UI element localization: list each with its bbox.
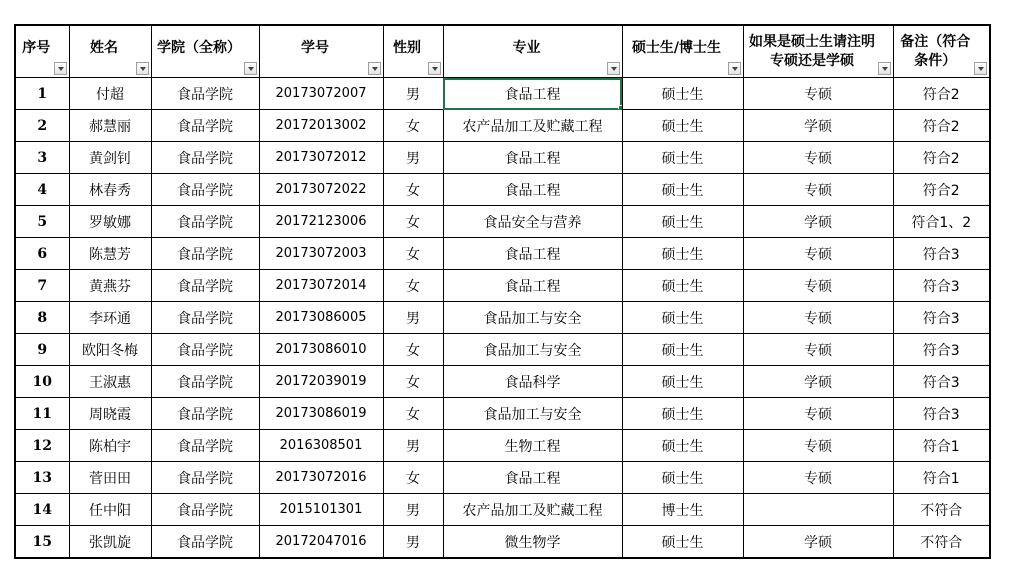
cell-name[interactable]: 林春秀 [69, 174, 151, 206]
cell-gender[interactable]: 女 [383, 174, 443, 206]
cell-seq[interactable]: 5 [15, 206, 69, 238]
cell-type[interactable]: 专硕 [743, 270, 893, 302]
cell-name[interactable]: 张凯旋 [69, 526, 151, 559]
cell-college[interactable]: 食品学院 [151, 142, 259, 174]
cell-remark[interactable]: 符合3 [893, 334, 990, 366]
cell-college[interactable]: 食品学院 [151, 238, 259, 270]
cell-remark[interactable]: 符合1、2 [893, 206, 990, 238]
cell-name[interactable]: 王淑惠 [69, 366, 151, 398]
cell-seq[interactable]: 3 [15, 142, 69, 174]
cell-degree[interactable]: 硕士生 [622, 462, 743, 494]
cell-gender[interactable]: 男 [383, 302, 443, 334]
column-header-name[interactable] [69, 25, 151, 78]
table-row [15, 142, 990, 174]
column-header-degree[interactable] [622, 25, 743, 78]
cell-name[interactable]: 菅田田 [69, 462, 151, 494]
cell-type[interactable]: 专硕 [743, 238, 893, 270]
filter-dropdown-icon[interactable] [728, 62, 741, 75]
cell-student-id[interactable]: 20172123006 [259, 206, 383, 238]
cell-student-id[interactable]: 20172039019 [259, 366, 383, 398]
cell-seq[interactable]: 4 [15, 174, 69, 206]
cell-gender[interactable]: 女 [383, 366, 443, 398]
cell-name[interactable]: 陈慧芳 [69, 238, 151, 270]
table-row [15, 526, 990, 559]
filter-dropdown-icon[interactable] [368, 62, 381, 75]
table-row [15, 270, 990, 302]
cell-gender[interactable]: 女 [383, 270, 443, 302]
cell-major[interactable]: 食品工程 [443, 270, 622, 302]
header-row [15, 25, 990, 78]
column-header-label: 性别 [393, 39, 421, 56]
cell-major[interactable]: 食品工程 [443, 462, 622, 494]
column-header-student-id[interactable] [259, 25, 383, 78]
table-row [15, 302, 990, 334]
cell-name[interactable]: 罗敏娜 [69, 206, 151, 238]
cell-degree[interactable]: 硕士生 [622, 110, 743, 142]
cell-type[interactable]: 学硕 [743, 526, 893, 559]
filter-dropdown-icon[interactable] [974, 62, 987, 75]
column-header-seq[interactable] [15, 25, 69, 78]
cell-name[interactable]: 付超 [69, 78, 151, 110]
cell-seq[interactable]: 10 [15, 366, 69, 398]
cell-college[interactable]: 食品学院 [151, 174, 259, 206]
cell-major[interactable]: 微生物学 [443, 526, 622, 559]
cell-major[interactable]: 食品工程 [443, 142, 622, 174]
cell-type[interactable] [743, 494, 893, 526]
cell-student-id[interactable]: 20173072012 [259, 142, 383, 174]
cell-seq[interactable]: 14 [15, 494, 69, 526]
cell-gender[interactable]: 男 [383, 430, 443, 462]
cell-seq[interactable]: 7 [15, 270, 69, 302]
table-row [15, 78, 990, 110]
cell-degree[interactable]: 硕士生 [622, 174, 743, 206]
cell-college[interactable]: 食品学院 [151, 462, 259, 494]
column-header-remark[interactable] [893, 25, 990, 78]
cell-student-id[interactable]: 20173072007 [259, 78, 383, 110]
cell-degree[interactable]: 博士生 [622, 494, 743, 526]
column-header-label: 序号 [22, 39, 51, 56]
cell-type[interactable]: 专硕 [743, 334, 893, 366]
cell-seq[interactable]: 1 [15, 78, 69, 110]
cell-student-id[interactable]: 2015101301 [259, 494, 383, 526]
cell-gender[interactable]: 女 [383, 462, 443, 494]
cell-major[interactable]: 农产品加工及贮藏工程 [443, 110, 622, 142]
column-header-label: 备注（符合条件） [900, 33, 971, 69]
cell-remark[interactable]: 不符合 [893, 494, 990, 526]
cell-seq[interactable]: 11 [15, 398, 69, 430]
fill-handle[interactable] [618, 105, 623, 110]
cell-name[interactable]: 黄燕芬 [69, 270, 151, 302]
cell-major[interactable]: 食品安全与营养 [443, 206, 622, 238]
cell-remark[interactable]: 符合3 [893, 398, 990, 430]
filter-dropdown-icon[interactable] [54, 62, 67, 75]
cell-degree[interactable]: 硕士生 [622, 302, 743, 334]
column-header-major[interactable] [443, 25, 622, 78]
cell-name[interactable]: 欧阳冬梅 [69, 334, 151, 366]
cell-name[interactable]: 任中阳 [69, 494, 151, 526]
cell-degree[interactable]: 硕士生 [622, 526, 743, 559]
cell-gender[interactable]: 男 [383, 142, 443, 174]
filter-dropdown-icon[interactable] [428, 62, 441, 75]
cell-student-id[interactable]: 20173072014 [259, 270, 383, 302]
cell-gender[interactable]: 男 [383, 78, 443, 110]
cell-student-id[interactable]: 20173086010 [259, 334, 383, 366]
cell-student-id[interactable]: 20173072016 [259, 462, 383, 494]
cell-seq[interactable]: 6 [15, 238, 69, 270]
cell-seq[interactable]: 13 [15, 462, 69, 494]
cell-name[interactable]: 周晓霞 [69, 398, 151, 430]
cell-seq[interactable]: 15 [15, 526, 69, 559]
cell-student-id[interactable]: 20173072003 [259, 238, 383, 270]
cell-remark[interactable]: 符合1 [893, 430, 990, 462]
table-row [15, 110, 990, 142]
cell-type[interactable]: 专硕 [743, 398, 893, 430]
filter-dropdown-icon[interactable] [607, 62, 620, 75]
cell-major[interactable]: 生物工程 [443, 430, 622, 462]
cell-major[interactable]: 食品工程 [443, 238, 622, 270]
cell-college[interactable]: 食品学院 [151, 334, 259, 366]
cell-remark[interactable]: 符合2 [893, 78, 990, 110]
cell-remark[interactable]: 符合3 [893, 270, 990, 302]
cell-type[interactable]: 专硕 [743, 142, 893, 174]
cell-type[interactable]: 专硕 [743, 430, 893, 462]
student-table [14, 24, 991, 559]
cell-degree[interactable]: 硕士生 [622, 334, 743, 366]
table-row [15, 494, 990, 526]
table-row [15, 366, 990, 398]
cell-degree[interactable]: 硕士生 [622, 366, 743, 398]
cell-college[interactable]: 食品学院 [151, 78, 259, 110]
selected-cell[interactable]: 食品工程 [443, 78, 622, 110]
cell-remark[interactable]: 符合2 [893, 110, 990, 142]
cell-remark[interactable]: 符合3 [893, 366, 990, 398]
column-header-label: 学院（全称） [157, 39, 241, 56]
cell-college[interactable]: 食品学院 [151, 110, 259, 142]
cell-remark[interactable]: 符合2 [893, 174, 990, 206]
cell-college[interactable]: 食品学院 [151, 366, 259, 398]
cell-type[interactable]: 专硕 [743, 174, 893, 206]
table-row [15, 238, 990, 270]
cell-type[interactable]: 学硕 [743, 110, 893, 142]
cell-type[interactable]: 学硕 [743, 206, 893, 238]
column-header-type[interactable] [743, 25, 893, 78]
table-row [15, 398, 990, 430]
cell-seq[interactable]: 9 [15, 334, 69, 366]
cell-major[interactable]: 食品加工与安全 [443, 334, 622, 366]
column-header-label: 专业 [512, 39, 541, 56]
cell-degree[interactable]: 硕士生 [622, 206, 743, 238]
cell-gender[interactable]: 女 [383, 110, 443, 142]
cell-student-id[interactable]: 20173086019 [259, 398, 383, 430]
cell-college[interactable]: 食品学院 [151, 398, 259, 430]
cell-major[interactable]: 农产品加工及贮藏工程 [443, 494, 622, 526]
cell-type[interactable]: 专硕 [743, 462, 893, 494]
cell-college[interactable]: 食品学院 [151, 526, 259, 559]
cell-remark[interactable]: 不符合 [893, 526, 990, 559]
cell-type[interactable]: 专硕 [743, 302, 893, 334]
filter-dropdown-icon[interactable] [878, 62, 891, 75]
cell-name[interactable]: 郝慧丽 [69, 110, 151, 142]
cell-gender[interactable]: 女 [383, 206, 443, 238]
cell-remark[interactable]: 符合3 [893, 238, 990, 270]
cell-remark[interactable]: 符合3 [893, 302, 990, 334]
cell-gender[interactable]: 女 [383, 334, 443, 366]
cell-gender[interactable]: 男 [383, 526, 443, 559]
column-header-label: 如果是硕士生请注明专硕还是学硕 [749, 33, 875, 69]
cell-degree[interactable]: 硕士生 [622, 142, 743, 174]
cell-degree[interactable]: 硕士生 [622, 270, 743, 302]
cell-gender[interactable]: 男 [383, 494, 443, 526]
cell-college[interactable]: 食品学院 [151, 494, 259, 526]
cell-major[interactable]: 食品加工与安全 [443, 398, 622, 430]
column-header-label: 硕士生/博士生 [631, 39, 722, 56]
cell-degree[interactable]: 硕士生 [622, 238, 743, 270]
table-row [15, 206, 990, 238]
cell-major[interactable]: 食品工程 [443, 174, 622, 206]
filter-dropdown-icon[interactable] [244, 62, 257, 75]
cell-degree[interactable]: 硕士生 [622, 430, 743, 462]
column-header-college[interactable] [151, 25, 259, 78]
cell-student-id[interactable]: 20172047016 [259, 526, 383, 559]
cell-student-id[interactable]: 20172013002 [259, 110, 383, 142]
cell-remark[interactable]: 符合1 [893, 462, 990, 494]
cell-name[interactable]: 黄剑钊 [69, 142, 151, 174]
column-header-label: 学号 [301, 39, 329, 56]
table-row [15, 462, 990, 494]
cell-major[interactable]: 食品科学 [443, 366, 622, 398]
cell-type[interactable]: 专硕 [743, 78, 893, 110]
cell-type[interactable]: 学硕 [743, 366, 893, 398]
cell-student-id[interactable]: 20173086005 [259, 302, 383, 334]
cell-name[interactable]: 李环通 [69, 302, 151, 334]
cell-college[interactable]: 食品学院 [151, 302, 259, 334]
column-header-gender[interactable] [383, 25, 443, 78]
column-header-label: 姓名 [90, 39, 118, 56]
cell-gender[interactable]: 女 [383, 238, 443, 270]
table-row [15, 430, 990, 462]
cell-name[interactable]: 陈柏宇 [69, 430, 151, 462]
table-body [15, 78, 990, 559]
cell-seq[interactable]: 8 [15, 302, 69, 334]
filter-dropdown-icon[interactable] [136, 62, 149, 75]
cell-gender[interactable]: 女 [383, 398, 443, 430]
cell-college[interactable]: 食品学院 [151, 206, 259, 238]
cell-college[interactable]: 食品学院 [151, 430, 259, 462]
cell-student-id[interactable]: 20173072022 [259, 174, 383, 206]
table-row [15, 334, 990, 366]
cell-seq[interactable]: 12 [15, 430, 69, 462]
cell-college[interactable]: 食品学院 [151, 270, 259, 302]
cell-student-id[interactable]: 2016308501 [259, 430, 383, 462]
cell-seq[interactable]: 2 [15, 110, 69, 142]
cell-degree[interactable]: 硕士生 [622, 398, 743, 430]
cell-remark[interactable]: 符合2 [893, 142, 990, 174]
cell-major[interactable]: 食品加工与安全 [443, 302, 622, 334]
cell-degree[interactable]: 硕士生 [622, 78, 743, 110]
table-row [15, 174, 990, 206]
